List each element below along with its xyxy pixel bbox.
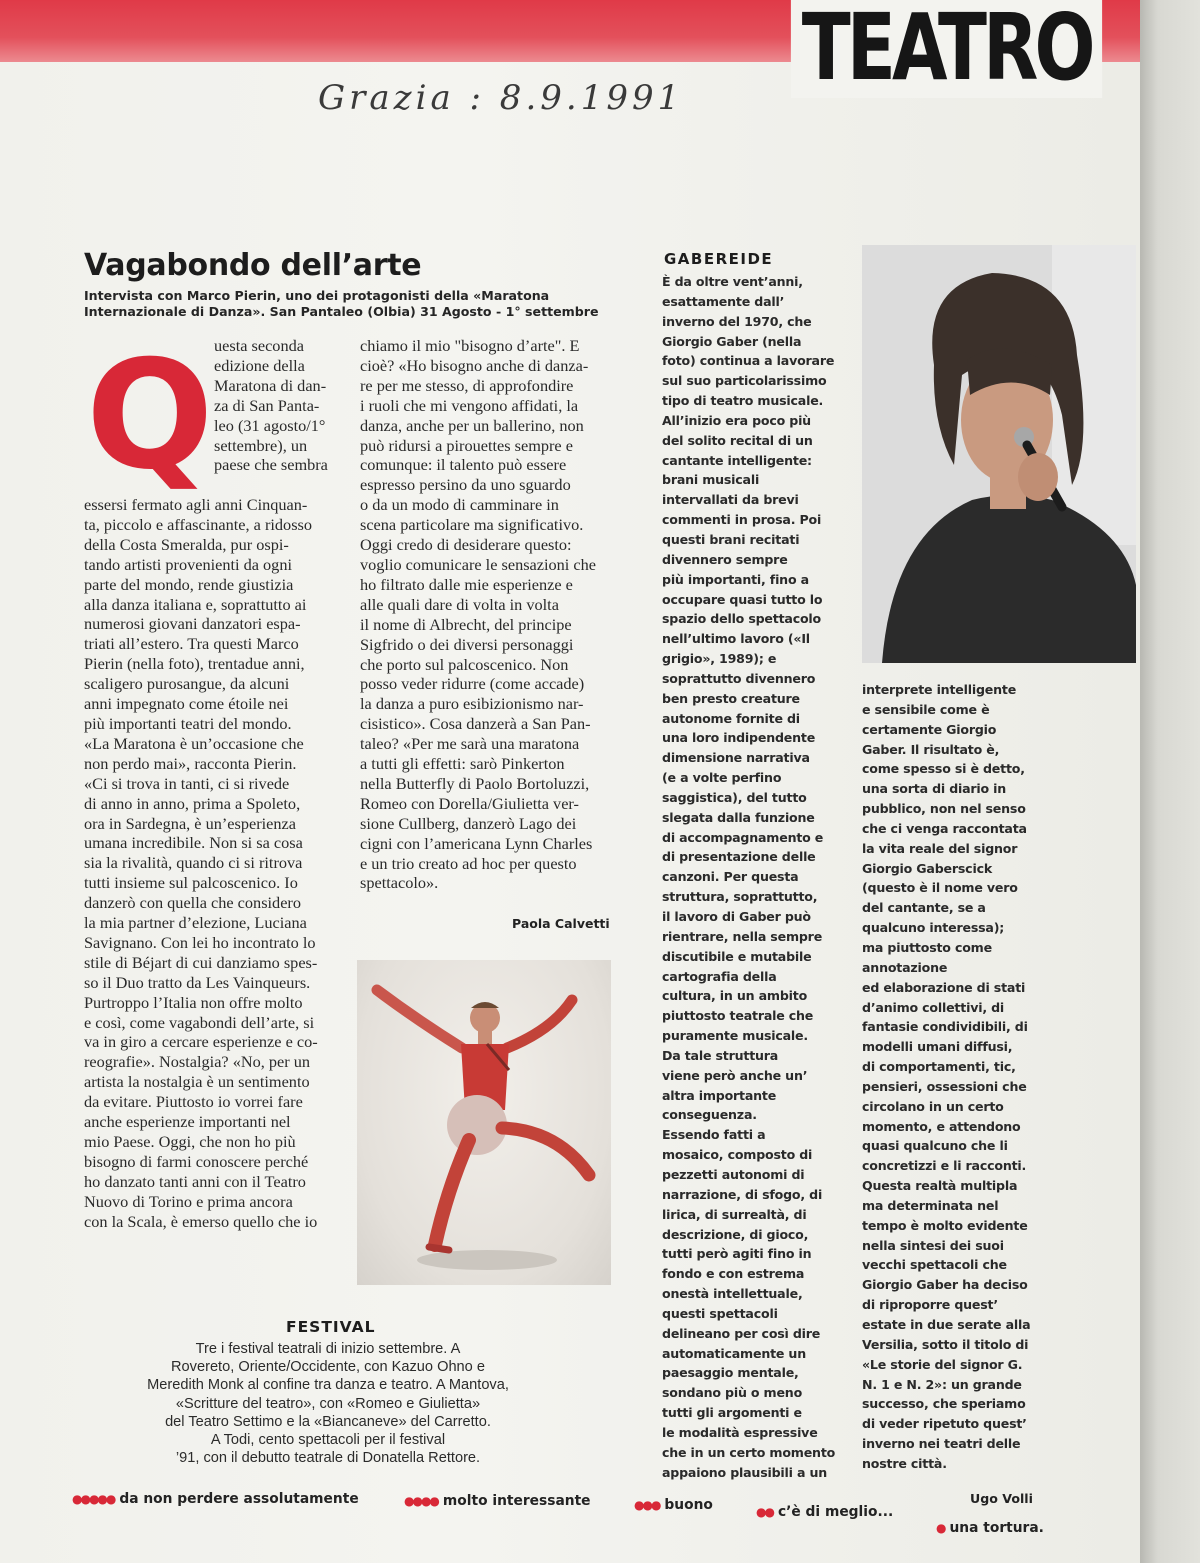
article-column-2: chiamo il mio "bisogno d’arte". E cioè? «Ho bisogno anche di danza- re per me stesso, di approfondire i ruoli che mi vengono affidati, la danza, anche per un ballerino, non può ridursi a pirouettes sempre e comunque: il talento può essere espresso persino da uno sguardo o da un modo di camminare in scena particolare ma significativo. Oggi credo di desiderare questo: voglio comunicare le sensazioni che ho filtrato dalle mie esperienze e alle quali dare di volta in volta il nome di Albrecht, del principe Sigfrido o dei diversi personaggi che porto sul palcoscenico. Non posso veder ridurre (come accade) la danza a puro esibizionismo nar- cisistico». Cosa danzerà a San Pan- taleo? «Per me sarà una maratona a tutti gli effetti: sarò Pinkerton nella Butterfly di Paolo Bortoluzzi, Romeo con Dorella/Giulietta ver- sione Cullberg, danzerò Lago dei cigni con l’americana Lynn Charles e un trio creato ad hoc per questo spettacolo». [360,336,596,893]
rating-dots: ●● [756,1505,773,1519]
rating-legend-item [936,1520,1044,1536]
section-title: TEATRO [790,0,1102,98]
handwritten-annotation: Grazia : 8.9.1991 [318,78,684,118]
gabereide-column-1: È da oltre vent’anni, esattamente dall’ inverno del 1970, che Giorgio Gaber (nella foto) continua a lavorare sul suo particolarissimo tipo di teatro musicale. All’inizio era poco più del solito recital di un cantante intelligente: brani musicali intervallati da brevi commenti in prosa. Poi questi brani recitati divennero sempre più importanti, fino a occupare quasi tutto lo spazio dello spettacolo nell’ultimo lavoro («Il grigio», 1989); e soprattutto divennero ben presto creature autonome fornite di una loro indipendente dimensione narrativa (e a volte perfino saggistica), del tutto slegata dalla funzione di accompagnamento e di presentazione delle canzoni. Per questa struttura, soprattutto, il lavoro di Gaber può rientrare, nella sempre discutibile e mutabile cartografia della cultura, in un ambito piuttosto teatrale che puramente musicale. Da tale struttura viene però anche un’ altra importante conseguenza. Essendo fatti a mosaico, composto di pezzetti autonomi di narrazione, di sfogo, di lirica, di surrealtà, di descrizione, di gioco, tutti però agiti fino in fondo e con estrema onestà intellettuale, questi spettacoli delineano per così dire automaticamente un paesaggio mentale, sondano più o meno tutti gli argomenti e le modalità espressive che in un certo momento appaiono plausibili a un [662,274,836,1480]
singer-portrait-illustration [862,245,1136,663]
rating-dots: ●●●●● [72,1492,115,1506]
rating-legend-item [72,1491,359,1507]
festival-body: Tre i festival teatrali di inizio settembre. A Rovereto, Oriente/Occidente, con Kazuo Ohno e Meredith Monk al confine tra danza e teatro. A Mantova, «Scritture del teatro», con «Romeo e Giulietta» del Teatro Settimo e la «Biancaneve» del Carretto. A Todi, cento spettacoli per il festival ’91, con il debutto teatrale di Donatella Rettore. [147,1341,509,1467]
rating-label: c’è di meglio... [777,1504,894,1520]
rating-legend-item [404,1493,591,1509]
rating-label: buono [664,1497,713,1513]
article-standfirst: Intervista con Marco Pierin, uno dei protagonisti della «Maratona Internazionale di Danza». San Pantaleo (Olbia) 31 Agosto - 1° settembre [84,288,599,319]
rating-label: una tortura. [949,1520,1044,1536]
rating-label: da non perdere assolutamente [119,1491,359,1507]
gabereide-column-2: interprete intelligente e sensibile come è certamente Giorgio Gaber. Il risultato è, come spesso si è detto, una sorta di diario in pubblico, non nel senso che ci venga raccontata la vita reale del signor Giorgio Gaberscick (questo è il nome vero del cantante, se a qualcuno interessa); ma piuttosto come annotazione ed elaborazione di stati d’animo collettivi, di fantasie condividibili, di modelli umani diffusi, di comportamenti, tic, pensieri, ossessioni che circolano in un certo momento, e attendono quasi qualcuno che li concretizzi e li racconti. Questa realtà multipla ma determinata nel tempo è molto evidente nella sintesi dei suoi vecchi spettacoli che Giorgio Gaber ha deciso di riproporre quest’ estate in due serate alla Versilia, sotto il titolo di «Le storie del signor G. N. 1 e N. 2»: un grande successo, che speriamo di veder ripetuto quest’ inverno nei teatri delle nostre città. [862,682,1031,1471]
rating-legend-item [756,1504,893,1520]
article-column-1: essersi fermato agli anni Cinquan- ta, piccolo e affascinante, a ridosso della Costa Smeralda, pur ospi- tando artisti provenienti da ogni parte del mondo, rende giustizia alla danza italiana e, soprattutto ai numerosi giovani danzatori espa- triati all’estero. Tra questi Marco Pierin (nella foto), trentadue anni, scaligero purosangue, da alcuni anni impegnato come étoile nei più importanti teatri del mondo. «La Maratona è un’occasione che non perdo mai», racconta Pierin. «Ci si trova in tanti, ci si rivede di anno in anno, prima a Spoleto, ora in Sardegna, è un’esperienza umana incredibile. Non si sa cosa sia la rivalità, quando ci si ritrova tutti insieme sul palcoscenico. Io danzerò con quella che considero la mia partner d’elezione, Luciana Savignano. Con lei ho incontrato lo stile di Béjart di cui danziamo spes- so il Duo tratto da Les Vainqueurs. Purtroppo l’Italia non offre molto e così, come vagabondi dell’arte, si va in giro a cercare esperienze e co- reografie». Nostalgia? «No, per un artista la nostalgia è un sentimento da evitare. Piuttosto io vorrei fare anche esperienze importanti nel mio Paese. Oggi, che non ho più bisogno di farmi conoscere perché ho danzato tanti anni con il Teatro Nuovo di Torino e prima ancora con la Scala, è emerso quello che io [84,495,318,1231]
gabereide-byline: Ugo Volli [970,1491,1033,1506]
dancer-photo [357,960,611,1285]
gabereide-heading: GABEREIDE [664,250,774,268]
festival-heading: FESTIVAL [286,1318,376,1336]
article-headline: Vagabondo dell’arte [84,248,422,283]
rating-dots: ● [936,1521,945,1535]
dancer-figure-illustration [357,960,611,1285]
background-surface [1140,0,1200,1563]
article-column-1-opening: uesta seconda edizione della Maratona di dan- za di San Panta- leo (31 agosto/1° settembre), un paese che sembra [214,336,328,475]
rating-label: molto interessante [442,1493,591,1509]
rating-dots: ●●●● [404,1494,438,1508]
article-byline: Paola Calvetti [512,916,610,931]
drop-cap: Q [86,329,214,503]
rating-dots: ●●● [634,1498,660,1512]
rating-legend-item [634,1497,713,1513]
gaber-photo [862,245,1136,663]
